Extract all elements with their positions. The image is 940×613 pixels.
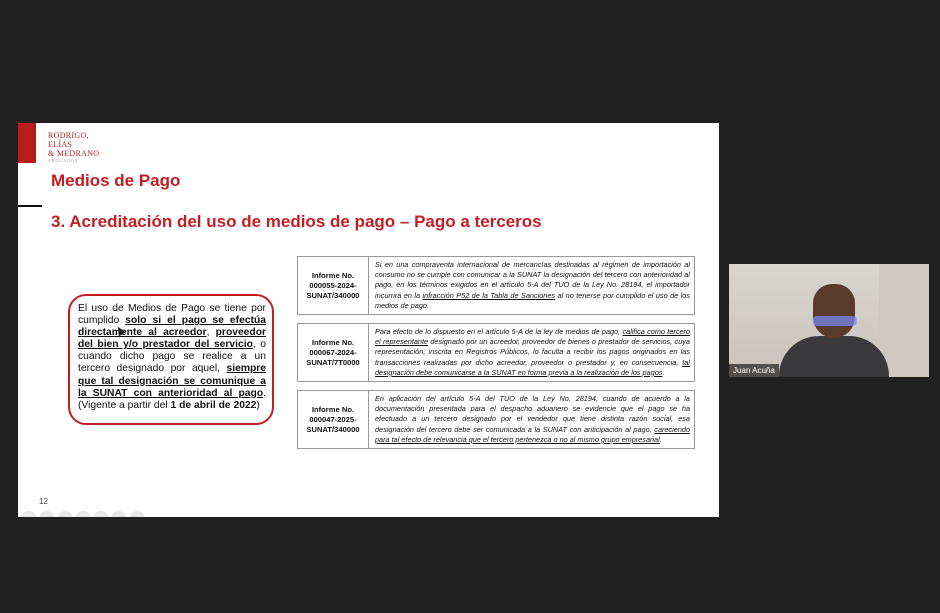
- company-logo: RODRIGO, ELÍAS & MEDRANO ABOGADOS: [48, 131, 100, 163]
- report-summary: Si en una compraventa internacional de mercancías destinadas al régimen de importación al consumo no se cumple con comunicar a la SUNAT la designación del tercero con anterioridad al pago, en los términos exigidos en el artículo 5-A del TUO de la Ley No. 28194, el importador incurrirá en la infracción P52 de la Tabla de Sanciones al no tenerse por cumplido el uso de los medios de pago.: [375, 260, 690, 310]
- background-shelf: [879, 264, 929, 377]
- table-row: [297, 390, 695, 449]
- brand-bar: [18, 123, 36, 163]
- callout-box: El uso de Medios de Pago se tiene por cumplido solo si el pago se efectúa directamente al acreedor, proveedor del bien y/o prestador del servicio, o cuando dicho pago se realice a un tercero designado por aquel, siempre que tal designación se comunique a la SUNAT con anterioridad al pago. (Vigente a partir del 1 de abril de 2022): [68, 294, 274, 425]
- toolbar-button[interactable]: [112, 511, 126, 517]
- report-id: Informe No. 000047-2025- SUNAT/340000: [298, 391, 369, 448]
- participant-body: [779, 336, 889, 377]
- slide-toolbar: [22, 511, 144, 517]
- report-summary: Para efecto de lo dispuesto en el artículo 5-A de la ley de medios de pago, califica como tercero el representante designado por un acreedor, proveedor de bienes o prestador de servicios, cuya representación, inscrita en Registros Públicos, lo faculta a recibir los pagos originados en las transacciones realizadas por dicho acreedor, proveedor o prestador y, en consecuencia, tal designación debe comunicarse a la SUNAT en forma previa a la realización de los pagos.: [375, 327, 690, 377]
- report-summary: En aplicación del artículo 5-A del TUO de la Ley No. 28194, cuando de acuerdo a la documentación presentada para el despacho aduanero se evidencie que el pago se ha efectuado a un tercero designado por el vendedor que tiene distinta razón social, esa designación del tercero debe ser comunicada a la SUNAT con anticipación al pago, careciendo para tal efecto de relevancia que el tercero pertenezca o no al mismo grupo empresarial.: [375, 394, 690, 444]
- report-id: Informe No. 000055-2024- SUNAT/340000: [298, 257, 369, 314]
- reports-table: [297, 256, 695, 457]
- table-row: [297, 323, 695, 382]
- presentation-slide: [18, 123, 719, 517]
- divider: [18, 205, 42, 207]
- slide-title: Medios de Pago: [51, 171, 181, 190]
- toolbar-button[interactable]: [130, 511, 144, 517]
- page-number: 12: [39, 497, 48, 506]
- glasses-icon: [813, 316, 857, 326]
- slide-subtitle: 3. Acreditación del uso de medios de pago – Pago a terceros: [51, 212, 542, 231]
- toolbar-button[interactable]: [58, 511, 72, 517]
- toolbar-button[interactable]: [76, 511, 90, 517]
- participant-name: Juan Acuña: [729, 364, 779, 377]
- participant-video-tile[interactable]: [729, 264, 929, 377]
- report-id: Informe No. 000067-2024- SUNAT/7T0000: [298, 324, 369, 381]
- toolbar-button[interactable]: [40, 511, 54, 517]
- toolbar-button[interactable]: [22, 511, 36, 517]
- toolbar-button[interactable]: [94, 511, 108, 517]
- table-row: [297, 256, 695, 315]
- participant-head: [813, 284, 855, 338]
